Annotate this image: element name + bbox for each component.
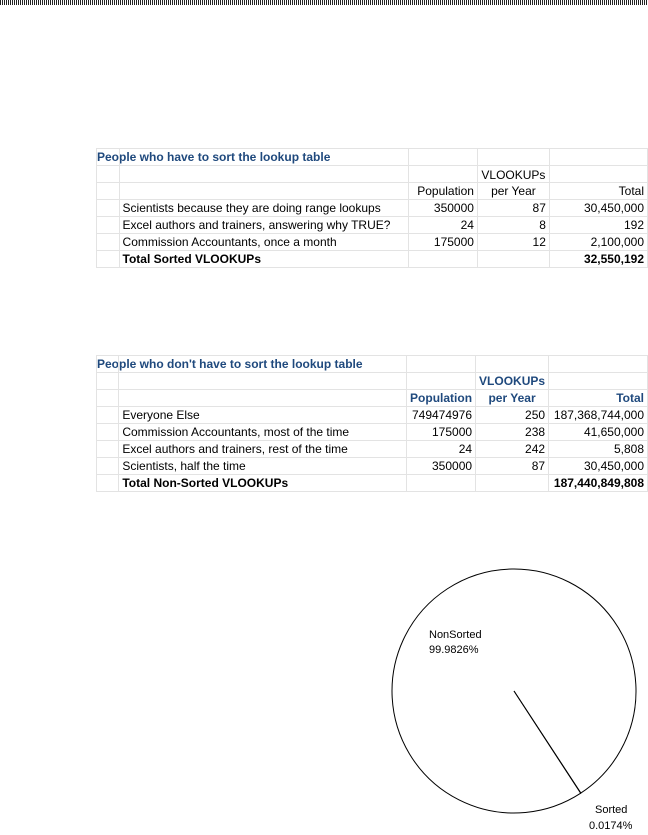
row-vlookups: 242 <box>476 441 549 458</box>
row-vlookups: 87 <box>477 200 549 217</box>
table-row <box>97 149 648 166</box>
row-vlookups: 87 <box>476 458 549 475</box>
row-label: Scientists because they are doing range lookups <box>119 200 409 217</box>
population-header: Population <box>409 183 478 200</box>
row-total: 187,368,744,000 <box>549 407 648 424</box>
sorted-slice-value: 0.0174% <box>589 820 633 832</box>
row-population: 350000 <box>409 200 478 217</box>
table-row-total <box>97 475 648 492</box>
table-row <box>97 458 648 475</box>
row-label: Excel authors and trainers, rest of the time <box>119 441 407 458</box>
table-row-total <box>97 251 648 268</box>
row-population: 175000 <box>407 424 476 441</box>
table-row <box>97 373 648 390</box>
row-population: 175000 <box>409 234 478 251</box>
vlookups-header-line1: VLOOKUPs <box>476 373 549 390</box>
total-row-value: 187,440,849,808 <box>549 475 648 492</box>
vlookups-header-line1: VLOOKUPs <box>477 166 549 183</box>
row-total: 5,808 <box>549 441 648 458</box>
table-row <box>97 234 648 251</box>
table-row <box>97 200 648 217</box>
row-total: 192 <box>549 217 647 234</box>
total-header: Total <box>549 390 648 407</box>
row-label: Commission Accountants, most of the time <box>119 424 407 441</box>
table-row <box>97 356 648 373</box>
table-row <box>97 183 648 200</box>
row-total: 30,450,000 <box>549 458 648 475</box>
row-vlookups: 12 <box>477 234 549 251</box>
row-label: Everyone Else <box>119 407 407 424</box>
row-label: Commission Accountants, once a month <box>119 234 409 251</box>
row-population: 24 <box>409 217 478 234</box>
row-total: 30,450,000 <box>549 200 647 217</box>
sorted-table <box>96 148 648 268</box>
nonsorted-table <box>96 355 648 492</box>
row-total: 41,650,000 <box>549 424 648 441</box>
row-label: Scientists, half the time <box>119 458 407 475</box>
table-row <box>97 390 648 407</box>
table-row <box>97 424 648 441</box>
sorted-slice-name: Sorted <box>595 804 628 816</box>
row-population: 350000 <box>407 458 476 475</box>
nonsorted-section-title: People who don't have to sort the lookup table <box>97 357 363 371</box>
vlookups-header-line2: per Year <box>477 183 549 200</box>
row-vlookups: 8 <box>477 217 549 234</box>
row-label: Excel authors and trainers, answering why TRUE? <box>119 217 409 234</box>
total-row-label: Total Non-Sorted VLOOKUPs <box>119 475 407 492</box>
nonsorted-slice-value: 99.9826% <box>429 644 479 656</box>
row-total: 2,100,000 <box>549 234 647 251</box>
row-population: 24 <box>407 441 476 458</box>
table-row <box>97 441 648 458</box>
page-top-border <box>0 0 648 5</box>
pie-chart <box>380 565 648 835</box>
population-header: Population <box>407 390 476 407</box>
total-header: Total <box>549 183 647 200</box>
table-row <box>97 166 648 183</box>
table-row <box>97 407 648 424</box>
table-row <box>97 217 648 234</box>
row-population: 749474976 <box>407 407 476 424</box>
vlookups-header-line2: per Year <box>476 390 549 407</box>
row-vlookups: 250 <box>476 407 549 424</box>
total-row-label: Total Sorted VLOOKUPs <box>119 251 409 268</box>
total-row-value: 32,550,192 <box>549 251 647 268</box>
nonsorted-slice-name: NonSorted <box>429 629 482 641</box>
sorted-section-title: People who have to sort the lookup table <box>97 150 331 164</box>
row-vlookups: 238 <box>476 424 549 441</box>
